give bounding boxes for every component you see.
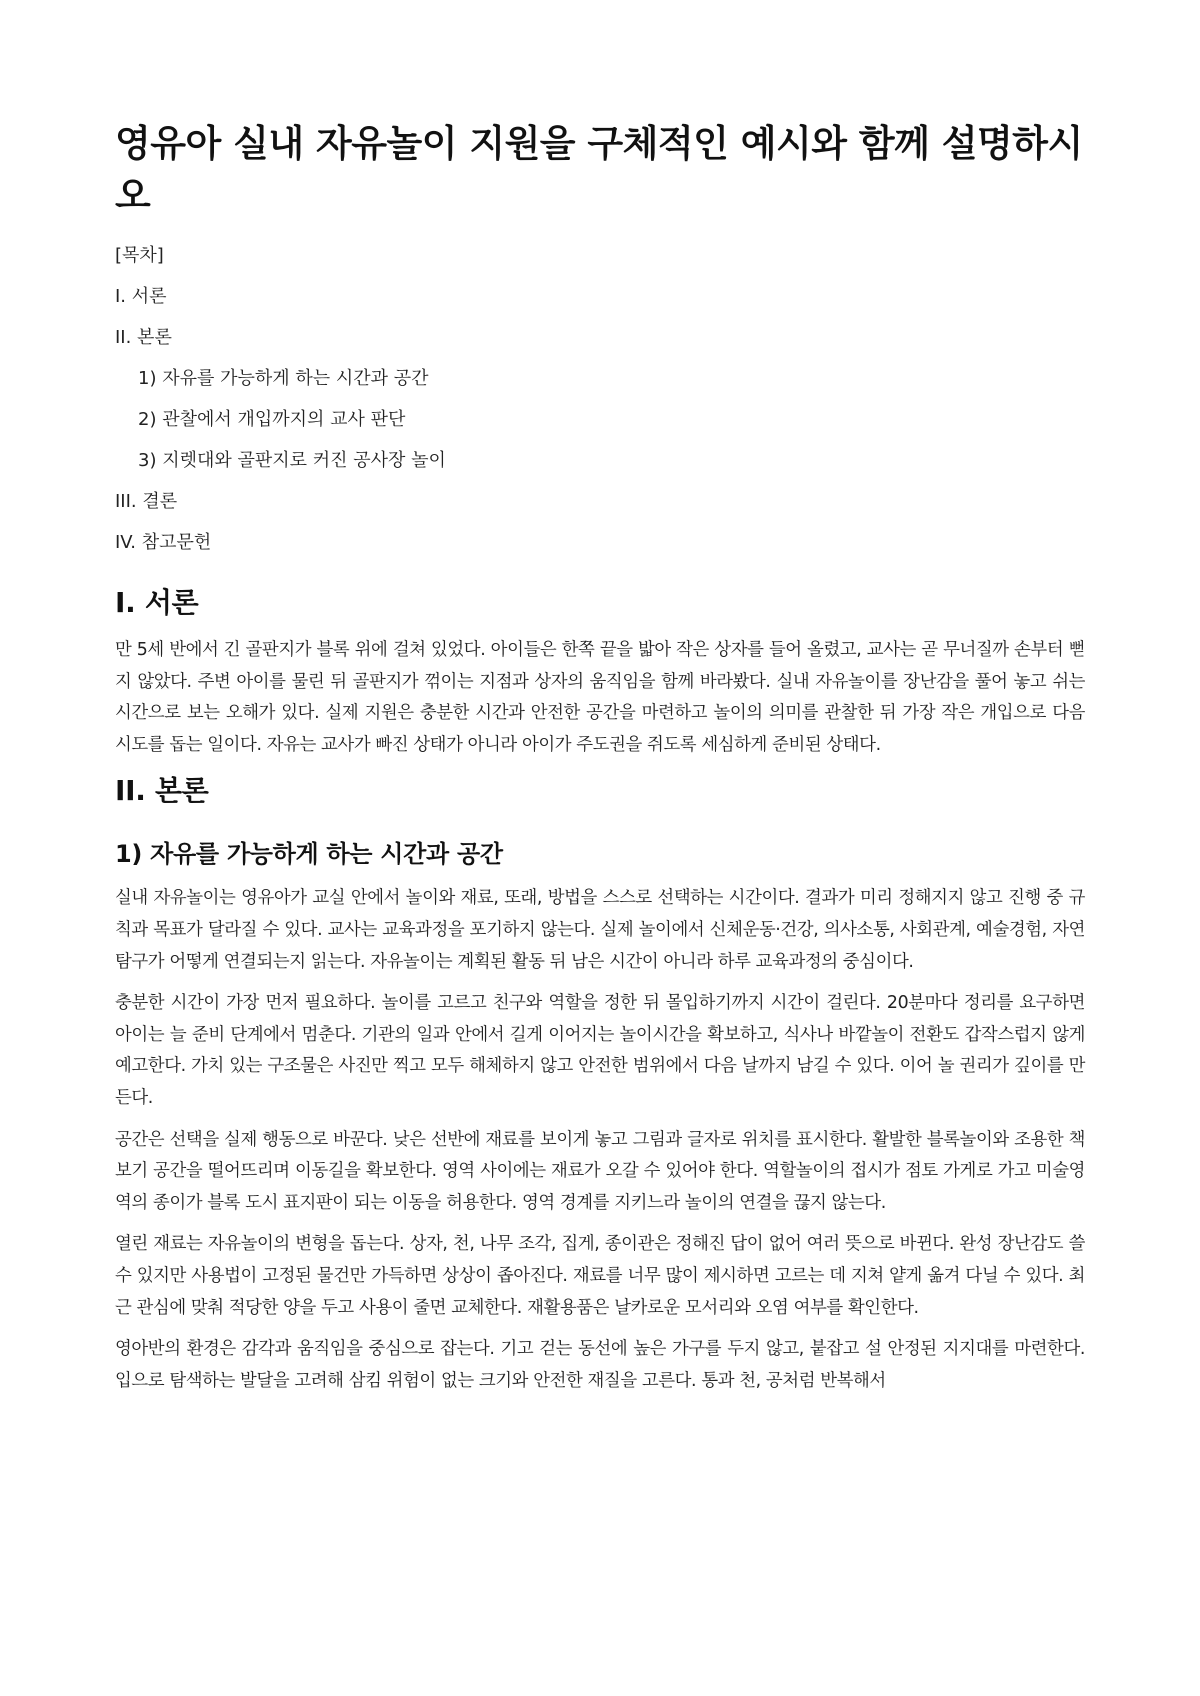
toc-heading: [목차] bbox=[115, 245, 164, 266]
section-heading-intro: I. 서론 bbox=[115, 586, 199, 619]
toc-item-body: II. 본론 bbox=[115, 327, 172, 348]
toc-item-body-1: 1) 자유를 가능하게 하는 시간과 공간 bbox=[138, 368, 429, 389]
document-title: 영유아 실내 자유놀이 지원을 구체적인 예시와 함께 설명하시오 bbox=[115, 122, 1083, 217]
toc-item-body-3: 3) 지렛대와 골판지로 커진 공사장 놀이 bbox=[138, 450, 446, 471]
toc-item-conclusion: III. 결론 bbox=[115, 491, 178, 512]
body-paragraph-5: 영아반의 환경은 감각과 움직임을 중심으로 잡는다. 기고 걷는 동선에 높은 가구를 두지 않고, 붙잡고 설 안정된 지지대를 마련한다. 입으로 탐색하는 발달을 고려해 삼킴 위험이 없는 크기와 안전한 재질을 고른다. 통과 천, 공처럼 반복해서 bbox=[115, 1339, 1085, 1391]
intro-paragraph: 만 5세 반에서 긴 골판지가 블록 위에 걸쳐 있었다. 아이들은 한쪽 끝을 밟아 작은 상자를 들어 올렸고, 교사는 곧 무너질까 손부터 뻗지 않았다. 주변 아이를 물린 뒤 골판지가 꺾이는 지점과 상자의 움직임을 함께 바라봤다. 실내 자유놀이를 장난감을 풀어 놓고 쉬는 시간으로 보는 오해가 있다. 실제 지원은 충분한 시간과 안전한 공간을 마련하고 놀이의 의미를 관찰한 뒤 가장 작은 개입으로 다음 시도를 돕는 일이다. 자유는 교사가 빠진 상태가 아니라 아이가 주도권을 쥐도록 세심하게 준비된 상태다. bbox=[115, 640, 1085, 755]
table-of-contents bbox=[115, 244, 1085, 555]
body-paragraph-1: 실내 자유놀이는 영유아가 교실 안에서 놀이와 재료, 또래, 방법을 스스로 선택하는 시간이다. 결과가 미리 정해지지 않고 진행 중 규칙과 목표가 달라질 수 있다. 교사는 교육과정을 포기하지 않는다. 실제 놀이에서 신체운동·건강, 의사소통, 사회관계, 예술경험, 자연탐구가 어떻게 연결되는지 읽는다. 자유놀이는 계획된 활동 뒤 남은 시간이 아니라 하루 교육과정의 중심이다. bbox=[115, 888, 1085, 972]
body-paragraph-3: 공간은 선택을 실제 행동으로 바꾼다. 낮은 선반에 재료를 보이게 놓고 그림과 글자로 위치를 표시한다. 활발한 블록놀이와 조용한 책보기 공간을 떨어뜨리며 이동길을 확보한다. 영역 사이에는 재료가 오갈 수 있어야 한다. 역할놀이의 접시가 점토 가게로 가고 미술영역의 종이가 블록 도시 표지판이 되는 이동을 허용한다. 영역 경계를 지키느라 놀이의 연결을 끊지 않는다. bbox=[115, 1129, 1085, 1213]
toc-item-intro: I. 서론 bbox=[115, 286, 167, 307]
toc-item-references: IV. 참고문헌 bbox=[115, 532, 212, 553]
section-heading-body: II. 본론 bbox=[115, 774, 209, 808]
toc-item-body-2: 2) 관찰에서 개입까지의 교사 판단 bbox=[138, 409, 406, 430]
body-paragraph-2: 충분한 시간이 가장 먼저 필요하다. 놀이를 고르고 친구와 역할을 정한 뒤 몰입하기까지 시간이 걸린다. 20분마다 정리를 요구하면 아이는 늘 준비 단계에서 멈춘다. 기관의 일과 안에서 길게 이어지는 놀이시간을 확보하고, 식사나 바깥놀이 전환도 갑작스럽지 않게 예고한다. 가치 있는 구조물은 사진만 찍고 모두 해체하지 않고 안전한 범위에서 다음 날까지 남길 수 있다. 이어 놀 권리가 깊이를 만든다. bbox=[115, 993, 1085, 1108]
body-paragraph-4: 열린 재료는 자유놀이의 변형을 돕는다. 상자, 천, 나무 조각, 집게, 종이관은 정해진 답이 없어 여러 뜻으로 바뀐다. 완성 장난감도 쓸 수 있지만 사용법이 고정된 물건만 가득하면 상상이 좁아진다. 재료를 너무 많이 제시하면 고르는 데 지쳐 얕게 옮겨 다닐 수 있다. 최근 관심에 맞춰 적당한 양을 두고 사용이 줄면 교체한다. 재활용품은 날카로운 모서리와 오염 여부를 확인한다. bbox=[115, 1234, 1085, 1318]
subsection-heading-1: 1) 자유를 가능하게 하는 시간과 공간 bbox=[115, 840, 503, 869]
